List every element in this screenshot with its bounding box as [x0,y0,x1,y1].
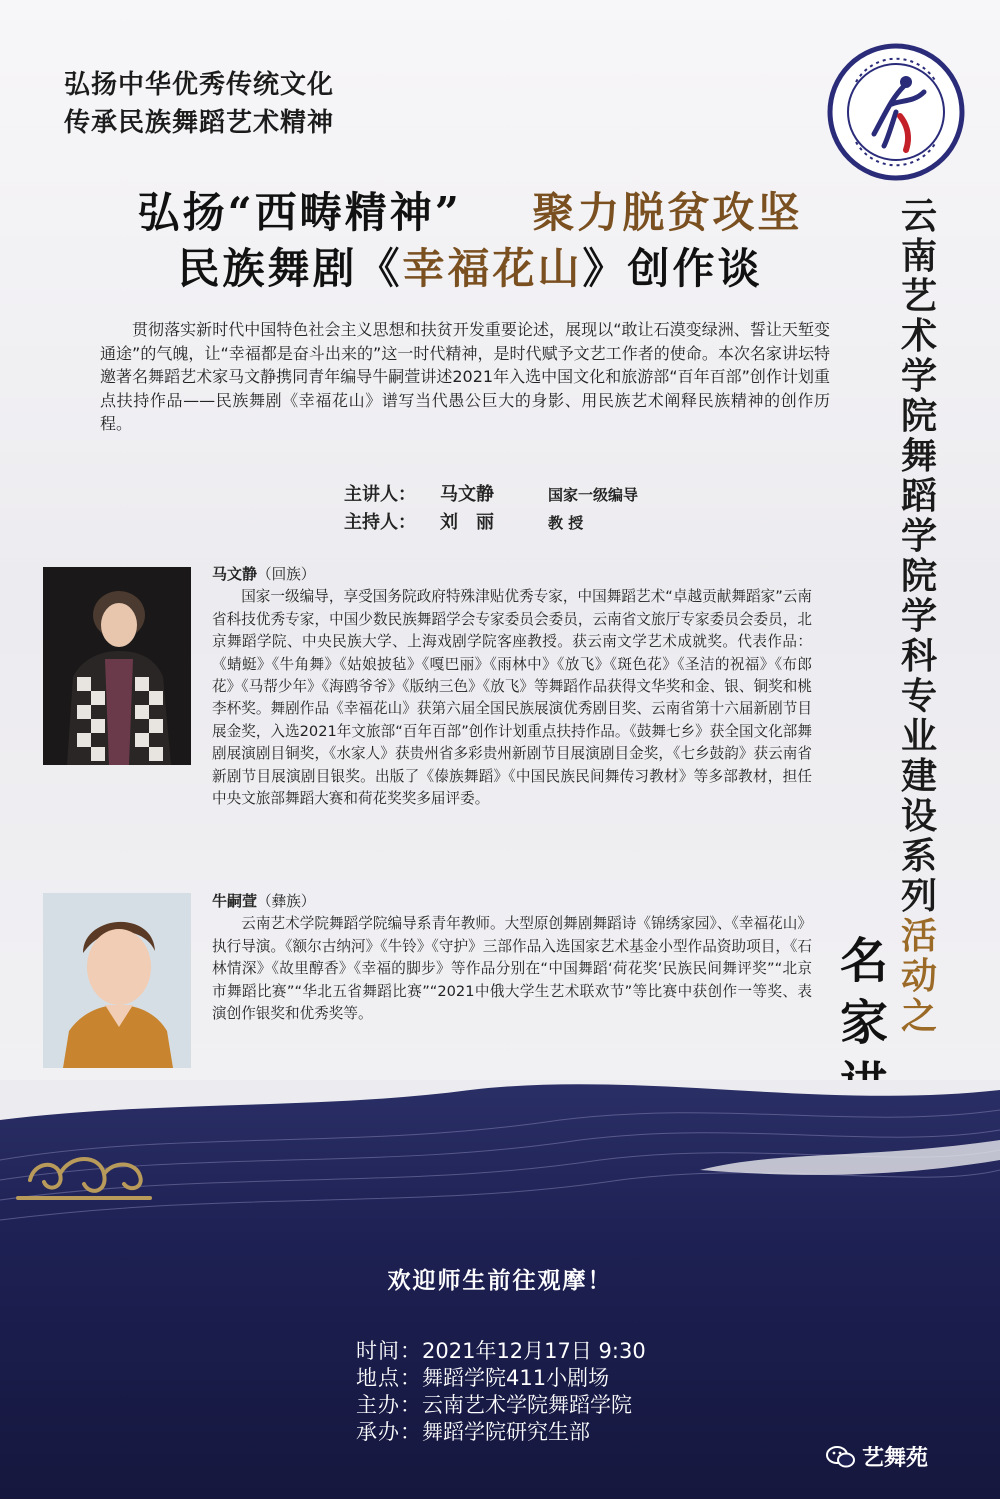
vertical-title-part-1: 云南艺术学院舞蹈学院学科专业建设系列 [900,195,937,917]
info-time-label: 时间： [356,1339,422,1363]
title-part-3: 民族舞剧《 [177,244,403,293]
info-organizer-label: 主办： [356,1393,422,1417]
title-part-5: 》创作谈 [582,244,763,293]
host-line [344,508,583,534]
info-location [356,1363,609,1393]
bio1-name: 马文静 [212,565,258,583]
info-undertaker-label: 承办： [356,1420,422,1444]
info-location-label: 地点： [356,1366,422,1390]
info-organizer [356,1390,632,1420]
host-label: 主持人： [344,512,416,533]
info-organizer-value: 云南艺术学院舞蹈学院 [422,1393,632,1417]
main-title-line-1 [40,180,900,240]
dancer-logo-icon [826,42,966,182]
speaker-label: 主讲人： [344,484,416,505]
co-speaker-photo [43,893,191,1068]
wechat-icon [826,1445,856,1469]
host-title: 教 授 [548,514,584,532]
info-location-value: 舞蹈学院411小剧场 [422,1366,610,1390]
host-name: 刘 丽 [440,512,494,533]
bio2-name: 牛嗣萱 [212,892,258,910]
vertical-series-title [896,196,942,1036]
bio2-text: 云南艺术学院舞蹈学院编导系青年教师。大型原创舞剧舞蹈诗《锦绣家园》、《幸福花山》执行导演。《额尔古纳河》《牛铃》《守护》三部作品入选国家艺术基金小型作品资助项目，《石林情深》《故里醇香》《幸福的脚步》等作品分别在“中国舞蹈‘荷花奖’民族民间舞评奖”“北京市舞蹈比赛”“华北五省舞蹈比赛”“2021中俄大学生艺术联欢节”等比赛中获创作一等奖、表演创作银奖和优秀奖等。 [212,915,812,1023]
info-time [356,1336,646,1366]
slogans [64,66,334,142]
brand-watermark[interactable] [826,1441,928,1472]
main-title-line-2 [40,236,900,296]
info-undertaker-value: 舞蹈学院研究生部 [422,1420,590,1444]
vertical-forum-title: 名家 [839,933,888,1051]
title-part-4: 幸福花山 [402,244,583,293]
welcome-text: 欢迎师生前往观摩！ [387,1267,613,1294]
info-undertaker [356,1417,590,1447]
bio1-text: 国家一级编导，享受国务院政府特殊津贴优秀专家，中国舞蹈艺术“卓越贡献舞蹈家”云南省科技优秀专家，中国少数民族舞蹈学会专家委员会委员，云南省文旅厅专家委员会委员，北京舞蹈学院、中央民族大学、上海戏剧学院客座教授。获云南文学艺术成就奖。代表作品：《蜻蜓》《牛角舞》《姑娘披毡》《嘎巴丽》《雨林中》《放飞》《斑色花》《圣洁的祝福》《布郎花》《马帮少年》《海鸥爷爷》《版纳三色》《放飞》等舞蹈作品获得文华奖和金、银、铜奖和桃李杯奖。舞剧作品《幸福花山》获第六届全国民族展演优秀剧目奖、云南省第十六届新剧节目展金奖，入选2021年文旅部“百年百部”创作计划重点扶持作品。《鼓舞七乡》获全国文化部舞剧展演剧目铜奖，《水家人》获贵州省多彩贵州新剧节目展演剧目金奖，《七乡鼓韵》获云南省新剧节目展演剧目银奖。出版了《傣族舞蹈》《中国民族民间舞传习教材》等多部教材，担任中央文旅部舞蹈大赛和荷花奖奖多届评委。 [212,588,812,808]
slogan-line-1: 弘扬中华优秀传统文化 [64,70,335,100]
vertical-title-part-2: 活动之 [900,915,937,1037]
bio1-ethnic: （回族） [257,566,316,583]
intro-paragraph: 贯彻落实新时代中国特色社会主义思想和扶贫开发重要论述，展现以“敢让石漠变绿洲、誓让天堑变通途”的气魄，让“幸福都是奋斗出来的”这一时代精神，是时代赋予文艺工作者的使命。本次名家讲坛特邀著名舞蹈艺术家马文静携同青年编导牛嗣萱讲述2021年入选中国文化和旅游部“百年百部”创作计划重点扶持作品——民族舞剧《幸福花山》谱写当代愚公巨大的身影、用民族艺术阐释民族精神的创作历程。 [100,320,830,433]
speaker-title: 国家一级编导 [548,486,639,504]
co-speaker-bio [212,890,812,1025]
speaker-name: 马文静 [440,484,494,505]
info-time-value: 2021年12月17日 9:30 [422,1339,646,1363]
slogan-line-2: 传承民族舞蹈艺术精神 [64,108,335,138]
title-part-1: 弘扬“西畴精神” [137,188,462,237]
speaker-line [344,480,638,506]
brand-name: 艺舞苑 [862,1446,929,1471]
speaker-photo [43,567,191,765]
speaker-bio [212,563,812,810]
bio2-ethnic: （彝族） [257,893,316,910]
title-part-2: 聚力脱贫攻坚 [532,188,803,237]
